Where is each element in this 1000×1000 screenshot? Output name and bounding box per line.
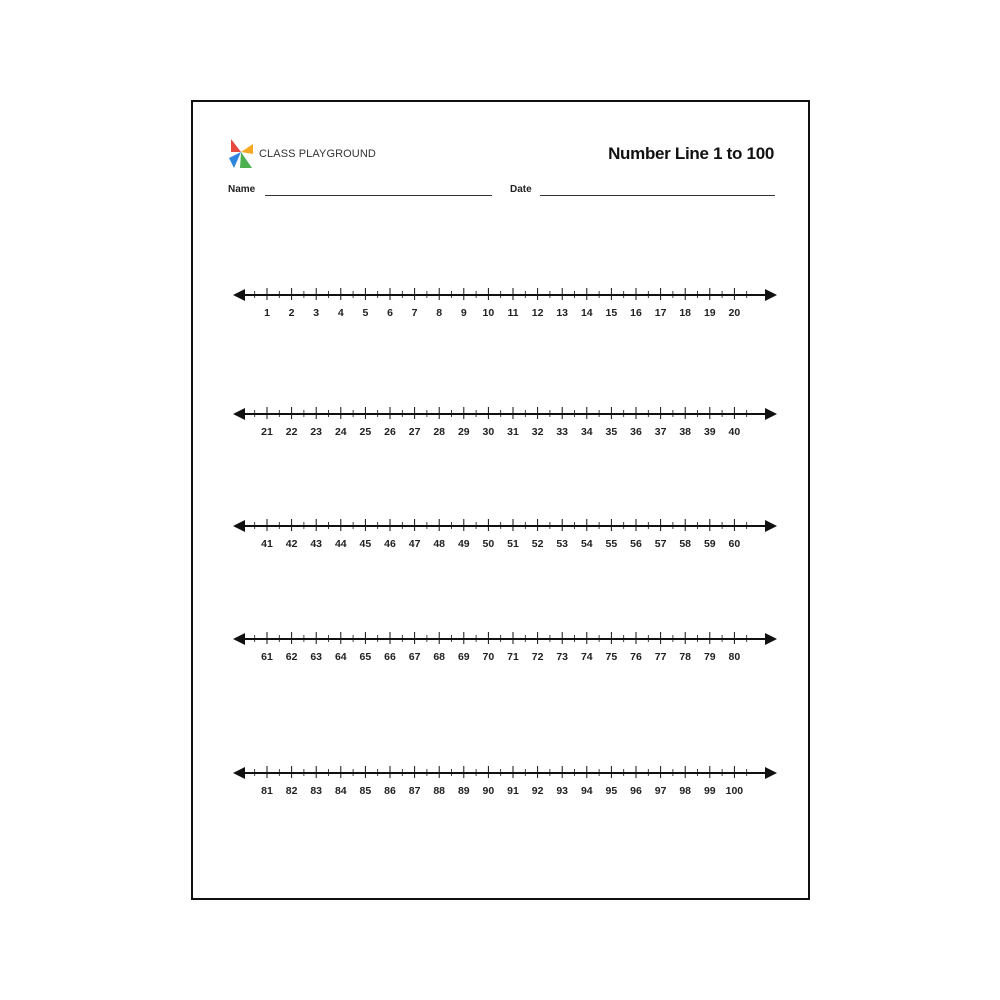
pinwheel-logo-icon [228, 138, 254, 170]
worksheet-page [191, 100, 810, 900]
tick-label: 57 [654, 538, 667, 550]
tick-label: 6 [387, 307, 393, 319]
tick-label: 33 [556, 426, 569, 438]
tick-label: 91 [507, 785, 519, 797]
tick-label: 36 [630, 426, 642, 438]
tick-label: 16 [630, 307, 642, 319]
tick-label: 34 [580, 426, 593, 438]
tick-label: 99 [703, 785, 716, 797]
tick-label: 31 [507, 426, 519, 438]
tick-label: 70 [482, 651, 495, 663]
tick-label: 90 [482, 785, 495, 797]
number-line-1-20 [193, 282, 808, 322]
tick-label: 38 [679, 426, 692, 438]
right-arrow-icon [765, 520, 777, 532]
tick-label: 10 [482, 307, 495, 319]
tick-label: 14 [580, 307, 593, 319]
tick-label: 40 [728, 426, 741, 438]
tick-label: 30 [482, 426, 495, 438]
tick-label: 42 [285, 538, 298, 550]
tick-label: 7 [411, 307, 418, 319]
tick-label: 17 [654, 307, 667, 319]
tick-label: 27 [408, 426, 421, 438]
number-line-81-100 [193, 760, 808, 800]
tick-label: 78 [679, 651, 692, 663]
right-arrow-icon [765, 289, 777, 301]
tick-label: 56 [630, 538, 642, 550]
tick-label: 48 [433, 538, 446, 550]
tick-label: 39 [703, 426, 716, 438]
tick-label: 11 [507, 307, 519, 319]
tick-label: 5 [362, 307, 369, 319]
tick-label: 47 [408, 538, 421, 550]
right-arrow-icon [765, 408, 777, 420]
left-arrow-icon [233, 289, 245, 301]
tick-label: 19 [703, 307, 716, 319]
tick-label: 54 [580, 538, 593, 550]
tick-label: 62 [285, 651, 298, 663]
tick-label: 100 [725, 785, 744, 797]
tick-label: 75 [605, 651, 618, 663]
tick-label: 15 [605, 307, 618, 319]
tick-label: 13 [556, 307, 569, 319]
tick-label: 67 [408, 651, 421, 663]
tick-label: 51 [507, 538, 519, 550]
date-label: Date [510, 184, 532, 195]
tick-label: 26 [384, 426, 396, 438]
tick-label: 71 [507, 651, 519, 663]
tick-label: 63 [310, 651, 323, 663]
tick-label: 41 [261, 538, 273, 550]
tick-label: 59 [703, 538, 716, 550]
tick-label: 82 [285, 785, 298, 797]
tick-label: 60 [728, 538, 741, 550]
tick-label: 93 [556, 785, 569, 797]
tick-label: 96 [630, 785, 642, 797]
tick-label: 21 [261, 426, 273, 438]
tick-label: 86 [384, 785, 396, 797]
tick-label: 52 [531, 538, 544, 550]
brand-logo [228, 138, 376, 170]
tick-label: 2 [288, 307, 295, 319]
tick-label: 25 [359, 426, 372, 438]
tick-label: 66 [384, 651, 396, 663]
tick-label: 12 [531, 307, 544, 319]
tick-label: 68 [433, 651, 446, 663]
tick-label: 28 [433, 426, 446, 438]
tick-label: 53 [556, 538, 569, 550]
tick-label: 88 [433, 785, 446, 797]
tick-label: 44 [334, 538, 347, 550]
tick-label: 69 [457, 651, 470, 663]
tick-label: 81 [261, 785, 273, 797]
tick-label: 4 [337, 307, 344, 319]
tick-label: 29 [457, 426, 470, 438]
tick-label: 24 [334, 426, 347, 438]
left-arrow-icon [233, 520, 245, 532]
tick-label: 43 [310, 538, 323, 550]
right-arrow-icon [765, 767, 777, 779]
left-arrow-icon [233, 633, 245, 645]
tick-label: 79 [703, 651, 716, 663]
tick-label: 50 [482, 538, 495, 550]
tick-label: 84 [334, 785, 347, 797]
date-field[interactable] [540, 195, 775, 196]
tick-label: 85 [359, 785, 372, 797]
number-line-21-40 [193, 401, 808, 441]
tick-label: 65 [359, 651, 372, 663]
tick-label: 95 [605, 785, 618, 797]
tick-label: 74 [580, 651, 593, 663]
tick-label: 73 [556, 651, 569, 663]
tick-label: 87 [408, 785, 421, 797]
tick-label: 20 [728, 307, 741, 319]
left-arrow-icon [233, 408, 245, 420]
tick-label: 72 [531, 651, 544, 663]
tick-label: 83 [310, 785, 323, 797]
tick-label: 35 [605, 426, 618, 438]
tick-label: 92 [531, 785, 544, 797]
tick-label: 45 [359, 538, 372, 550]
tick-label: 61 [261, 651, 273, 663]
tick-label: 9 [460, 307, 467, 319]
tick-label: 18 [679, 307, 692, 319]
number-line-41-60 [193, 513, 808, 553]
tick-label: 76 [630, 651, 642, 663]
tick-label: 97 [654, 785, 667, 797]
tick-label: 89 [457, 785, 470, 797]
page-title: Number Line 1 to 100 [608, 144, 774, 163]
right-arrow-icon [765, 633, 777, 645]
name-label: Name [228, 184, 256, 195]
tick-label: 37 [654, 426, 667, 438]
tick-label: 32 [531, 426, 544, 438]
tick-label: 64 [334, 651, 347, 663]
tick-label: 58 [679, 538, 692, 550]
tick-label: 22 [285, 426, 298, 438]
tick-label: 80 [728, 651, 741, 663]
name-field[interactable] [265, 195, 492, 196]
left-arrow-icon [233, 767, 245, 779]
tick-label: 49 [457, 538, 470, 550]
tick-label: 23 [310, 426, 323, 438]
tick-label: 98 [679, 785, 692, 797]
number-line-61-80 [193, 626, 808, 666]
tick-label: 55 [605, 538, 618, 550]
tick-label: 3 [313, 307, 320, 319]
tick-label: 94 [580, 785, 593, 797]
tick-label: 46 [384, 538, 396, 550]
tick-label: 77 [654, 651, 667, 663]
tick-label: 8 [436, 307, 443, 319]
tick-label: 1 [264, 307, 270, 319]
brand-name: CLASS PLAYGROUND [259, 148, 376, 160]
